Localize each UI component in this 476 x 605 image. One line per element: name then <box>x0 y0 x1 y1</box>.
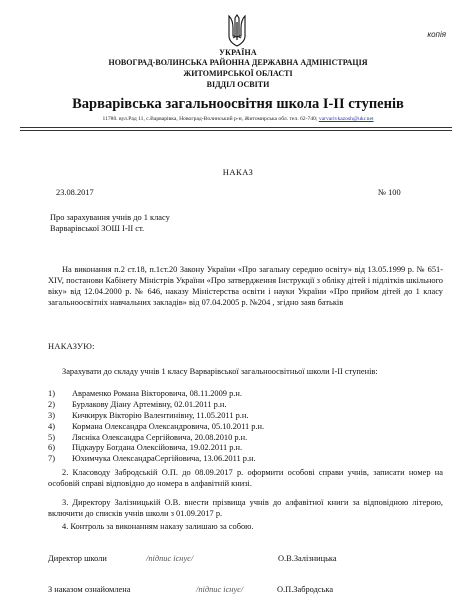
order-subject-line2: Варварівської ЗОШ І-ІІ ст. <box>50 224 145 233</box>
list-item <box>48 422 428 433</box>
header-divider <box>20 127 452 128</box>
order-title: НАКАЗ <box>222 167 254 177</box>
header-administration: НОВОГРАД-ВОЛИНСЬКА РАЙОННА ДЕРЖАВНА АДМІНІСТРАЦІЯ <box>108 58 368 67</box>
acknowledgement-name: О.П.Забродська <box>277 585 334 594</box>
list-item-text: Авраменко Романа Вікторовича, 08.11.2009 р.н. <box>72 389 242 398</box>
acknowledgement-role: З наказом ознайомлена <box>48 585 131 594</box>
list-item-number: 6) <box>48 443 55 453</box>
header-oblast: ЖИТОМИРСЬКОЇ ОБЛАСТІ <box>183 69 293 78</box>
header-country: УКРАЇНА <box>219 48 257 57</box>
director-role: Директор школи <box>48 554 107 563</box>
address-text: 11780. вул.Рад 11, с.Варварівка, Новоград-Волинський р-н, Житомирська обл. тел. 62-740; <box>102 116 319 122</box>
list-item-text: Кичкирук Вікторію Валентинівну, 11.05.2011 р.н. <box>72 410 249 420</box>
director-signature-mark: /підпис існує/ <box>146 554 194 563</box>
list-item-text: Юхимчука ОлександраСергійовича, 13.06.2011 р.н. <box>72 454 256 464</box>
header-department: ВІДДІЛ ОСВІТИ <box>206 80 270 89</box>
list-item-number: 7) <box>48 454 55 464</box>
list-item-number: 1) <box>48 389 55 398</box>
order-item-4: 4. Контроль за виконанням наказу залишаю за собою. <box>62 522 254 531</box>
list-item-text: Підкауру Богдана Олексійовича, 19.02.2011 р.н. <box>72 443 243 453</box>
order-number: № 100 <box>378 188 401 197</box>
header-divider-secondary <box>20 130 452 131</box>
list-item-number: 4) <box>48 421 55 431</box>
student-list <box>48 389 428 465</box>
list-item-text: Кормана Олександра Олександровича, 05.10.2011 р.н. <box>72 421 265 431</box>
order-item-2: 2. Класоводу Забродській О.П. до 08.09.2017 р. оформити особові справи учнів, записати номер на особовій справі відповідно до номера в алфавітній книзі. <box>48 468 443 488</box>
trident-emblem-icon <box>226 14 248 48</box>
order-command: НАКАЗУЮ: <box>48 342 95 351</box>
order-item-3: 3. Директору Залізницькій О.В. внести прізвища учнів до алфавітної книги за відповідною літерою, включити до списків учнів школи з 01.09.2017 р. <box>48 498 443 518</box>
school-address <box>0 116 476 122</box>
list-item-text: Бурлакову Діану Артемівну, 02.01.2011 р.н. <box>72 399 227 409</box>
copy-mark: копія <box>427 30 446 39</box>
list-item <box>48 400 428 411</box>
school-name: Варварівська загальноосвітня школа І-ІІ ступенів <box>72 96 404 112</box>
acknowledgement-signature-mark: /підпис існує/ <box>196 585 244 594</box>
list-item <box>48 411 428 422</box>
list-item <box>48 389 428 400</box>
order-date: 23.08.2017 <box>56 188 94 197</box>
list-item-number: 3) <box>48 410 55 420</box>
basis-paragraph: На виконання п.2 ст.18, п.1ст.20 Закону України «Про загальну середню освіту» від 13.05.1999 р. № 651-XIV, постанови Кабінету Міністрів України «Про затвердження Інструкції з обліку дітей і підлітків шкільного віку» від 12.04.2000 р. № 646, наказу Міністерства освіти і науки України «Про прийом дітей до 1 класу загальноосвітніх навчальних закладів» від 07.04.2005 р. №204 , згідно заяв батьків <box>48 265 443 307</box>
list-item <box>48 443 428 454</box>
enroll-paragraph: Зарахувати до складу учнів 1 класу Варварівської загальноосвітньої школи І-ІІ ступенів: <box>62 367 378 376</box>
email-link[interactable]: varvarivkazosh@ukr.net <box>318 116 374 122</box>
director-name: О.В.Залізницька <box>278 554 337 563</box>
list-item-number: 2) <box>48 399 55 409</box>
list-item-text: Ляснікa Олександра Сергійовича, 20.08.2010 р.н. <box>72 432 248 442</box>
order-subject-line1: Про зарахування учнів до 1 класу <box>50 213 170 222</box>
list-item <box>48 433 428 444</box>
list-item <box>48 454 428 465</box>
list-item-number: 5) <box>48 432 55 442</box>
